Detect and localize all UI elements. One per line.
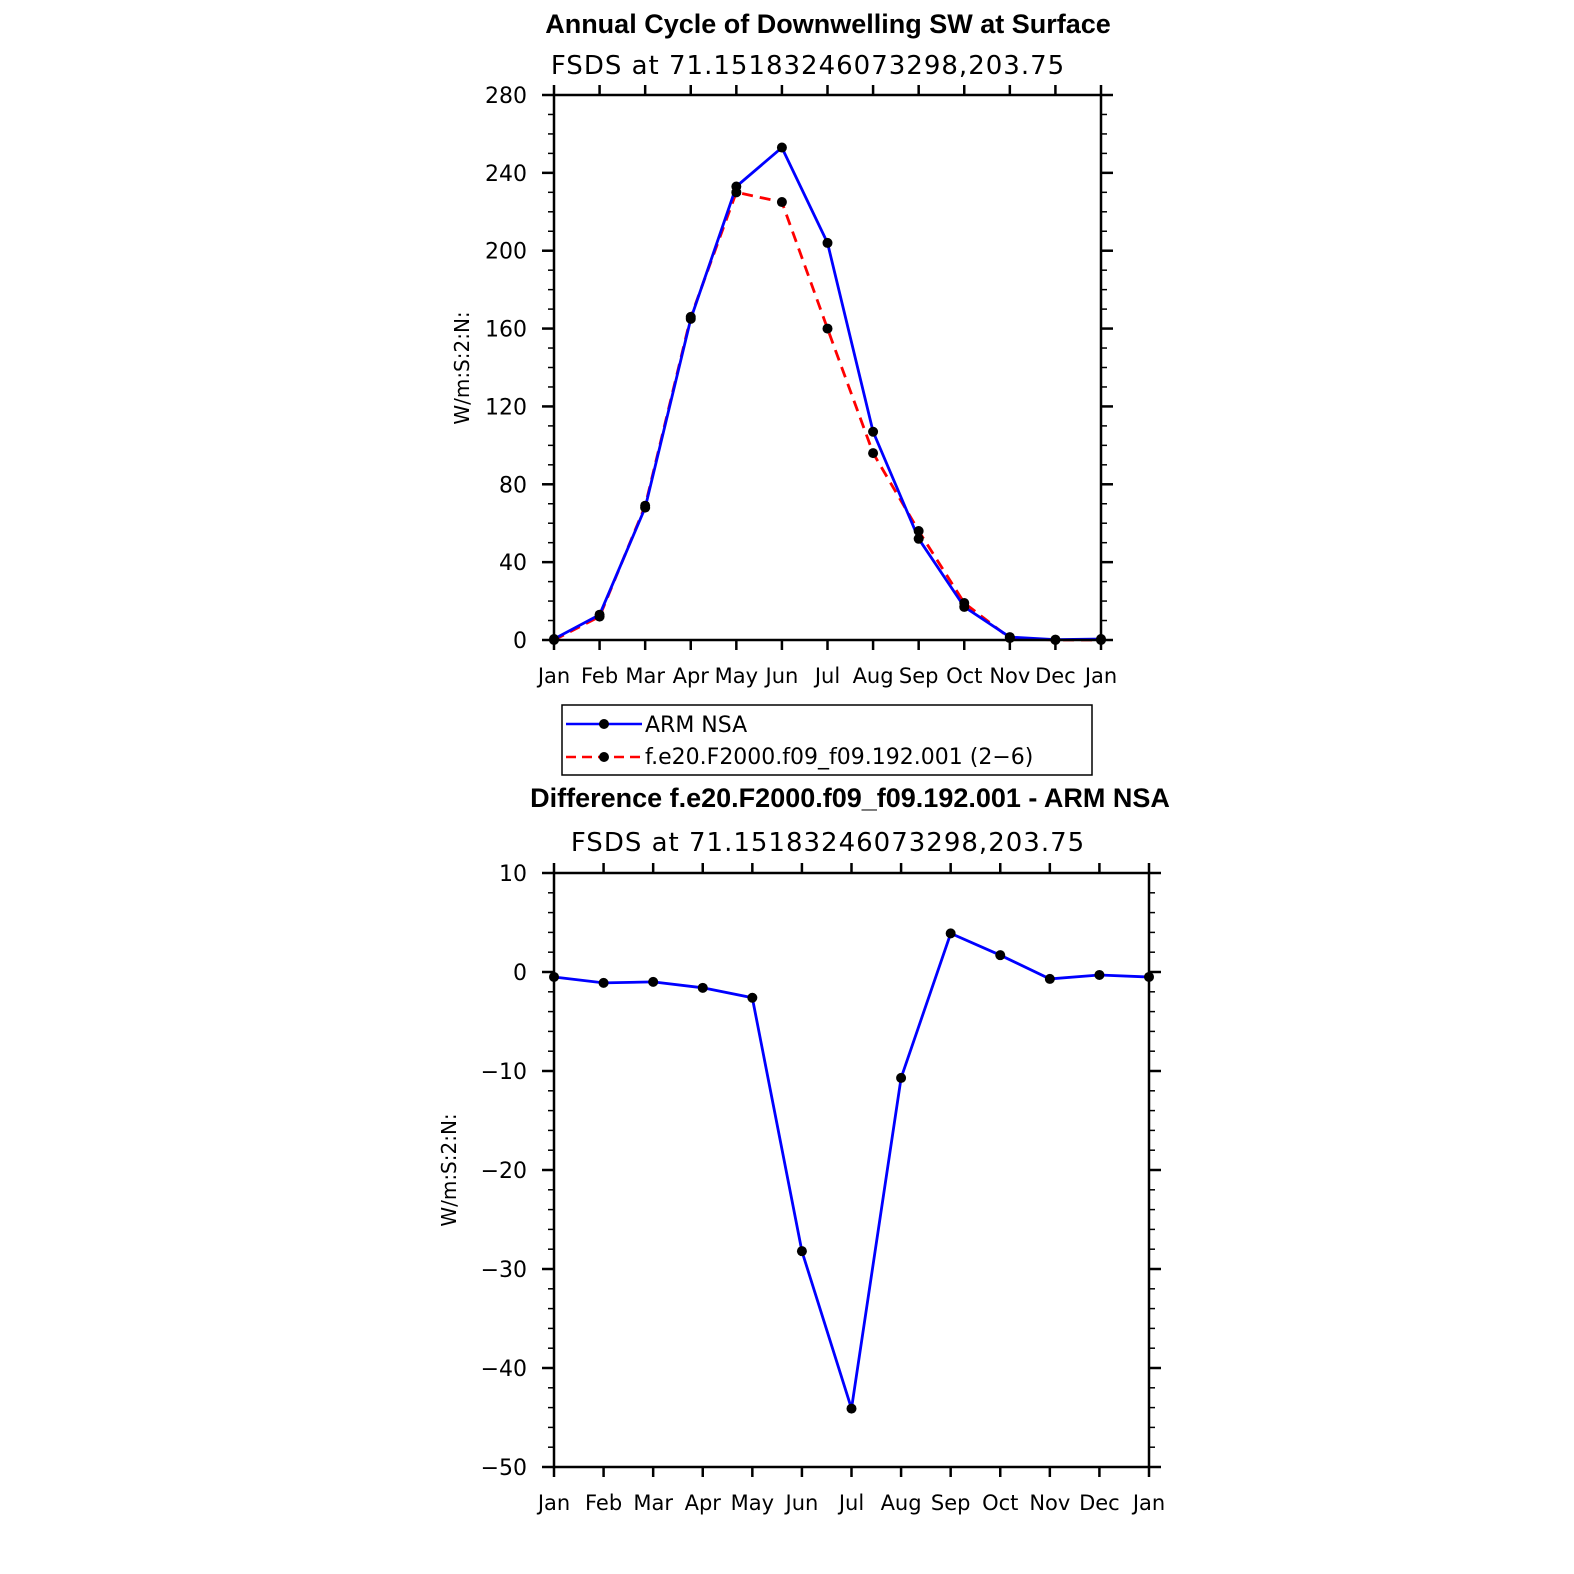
- x-tick-label: Dec: [1079, 1491, 1120, 1515]
- x-tick-label: Mar: [625, 664, 665, 688]
- chart1-series: [549, 143, 1106, 645]
- data-point-series-1: [640, 501, 650, 511]
- data-point-series-1: [731, 187, 741, 197]
- x-tick-label: Aug: [852, 664, 894, 688]
- x-tick-label: Apr: [672, 664, 709, 688]
- data-point-series-0: [1045, 974, 1055, 984]
- data-point-series-0: [698, 983, 708, 993]
- chart2-y-axis-label: W/m:S:2:N:: [437, 1113, 461, 1227]
- data-point-series-1: [868, 448, 878, 458]
- series-line-1: [554, 192, 1101, 640]
- data-point-series-0: [896, 1073, 906, 1083]
- x-tick-label: May: [730, 1491, 775, 1515]
- x-tick-label: Aug: [880, 1491, 922, 1515]
- x-tick-label: Feb: [580, 664, 619, 688]
- chart2-subtitle: FSDS at 71.15183246073298,203.75: [570, 828, 1086, 858]
- y-tick-label: 240: [485, 161, 527, 187]
- chart2-ticks: [542, 863, 1161, 1477]
- chart1-x-tick-labels: [536, 664, 1117, 688]
- data-point-series-0: [823, 238, 833, 248]
- chart2-y-tick-labels: [481, 862, 527, 1481]
- chart1-subtitle: FSDS at 71.15183246073298,203.75: [550, 51, 1066, 81]
- x-tick-label: Jun: [765, 664, 799, 688]
- y-tick-label: −50: [480, 1456, 527, 1481]
- y-tick-label: 120: [485, 395, 527, 421]
- data-point-series-0: [1094, 970, 1104, 980]
- series-line-0: [554, 148, 1101, 640]
- y-tick-label: −20: [480, 1159, 527, 1184]
- data-point-series-0: [995, 950, 1005, 960]
- y-tick-label: 0: [513, 629, 527, 654]
- chart1-title: Annual Cycle of Downwelling SW at Surface: [545, 9, 1111, 39]
- chart1-y-axis-label: W/m:S:2:N:: [450, 311, 474, 425]
- data-point-series-0: [777, 143, 787, 153]
- legend-marker-arm-nsa: [599, 719, 609, 729]
- data-point-series-0: [599, 978, 609, 988]
- x-tick-label: Jul: [814, 664, 841, 688]
- chart2-plot-frame: [554, 873, 1149, 1467]
- x-tick-label: Jan: [537, 664, 571, 688]
- y-tick-label: 10: [499, 862, 527, 887]
- y-tick-label: 80: [499, 473, 527, 499]
- x-tick-label: Feb: [584, 1491, 623, 1515]
- legend-label-arm-nsa: ARM NSA: [645, 713, 748, 738]
- y-tick-label: 160: [485, 317, 527, 343]
- chart2-series: [549, 928, 1154, 1413]
- x-tick-label: Jun: [785, 1491, 819, 1515]
- x-tick-label: Jan: [1132, 1491, 1166, 1515]
- data-point-series-1: [595, 612, 605, 622]
- x-tick-label: Sep: [898, 664, 939, 688]
- x-tick-label: Nov: [1029, 1491, 1071, 1515]
- data-point-series-1: [777, 197, 787, 207]
- x-tick-label: Apr: [684, 1491, 721, 1515]
- legend-label-model: f.e20.F2000.f09_f09.192.001 (2−6): [645, 745, 1034, 770]
- annual-cycle-chart: [450, 9, 1117, 775]
- data-point-series-0: [797, 1246, 807, 1256]
- y-tick-label: 0: [513, 961, 527, 986]
- data-point-series-1: [914, 526, 924, 536]
- data-point-series-0: [847, 1404, 857, 1414]
- chart2-title: Difference f.e20.F2000.f09_f09.192.001 - ARM NSA: [530, 783, 1170, 813]
- chart2-x-tick-labels: [536, 1491, 1165, 1515]
- data-point-series-0: [648, 977, 658, 987]
- x-tick-label: Nov: [989, 664, 1031, 688]
- data-point-series-1: [1005, 633, 1015, 643]
- data-point-series-0: [747, 993, 757, 1003]
- data-point-series-0: [868, 427, 878, 437]
- x-tick-label: Dec: [1035, 664, 1076, 688]
- difference-chart: [437, 783, 1170, 1515]
- data-point-series-1: [959, 598, 969, 608]
- x-tick-label: Sep: [930, 1491, 971, 1515]
- y-tick-label: 280: [485, 84, 527, 109]
- series-line-0: [554, 933, 1149, 1408]
- y-tick-label: −10: [480, 1060, 527, 1085]
- data-point-series-1: [686, 312, 696, 322]
- y-tick-label: 200: [485, 239, 527, 265]
- legend-marker-model: [599, 752, 609, 762]
- x-tick-label: Oct: [946, 664, 983, 688]
- x-tick-label: Oct: [982, 1491, 1019, 1515]
- data-point-series-1: [823, 324, 833, 334]
- y-tick-label: −40: [480, 1357, 527, 1382]
- y-tick-label: −30: [480, 1258, 527, 1283]
- data-point-series-0: [946, 928, 956, 938]
- chart1-legend: [562, 705, 1092, 775]
- chart1-ticks: [542, 85, 1113, 650]
- x-tick-label: May: [714, 664, 759, 688]
- x-tick-label: Jul: [838, 1491, 865, 1515]
- chart1-plot-frame: [554, 95, 1101, 640]
- chart1-y-tick-labels: [485, 84, 527, 654]
- x-tick-label: Jan: [537, 1491, 571, 1515]
- x-tick-label: Mar: [633, 1491, 673, 1515]
- x-tick-label: Jan: [1084, 664, 1118, 688]
- y-tick-label: 40: [499, 551, 527, 577]
